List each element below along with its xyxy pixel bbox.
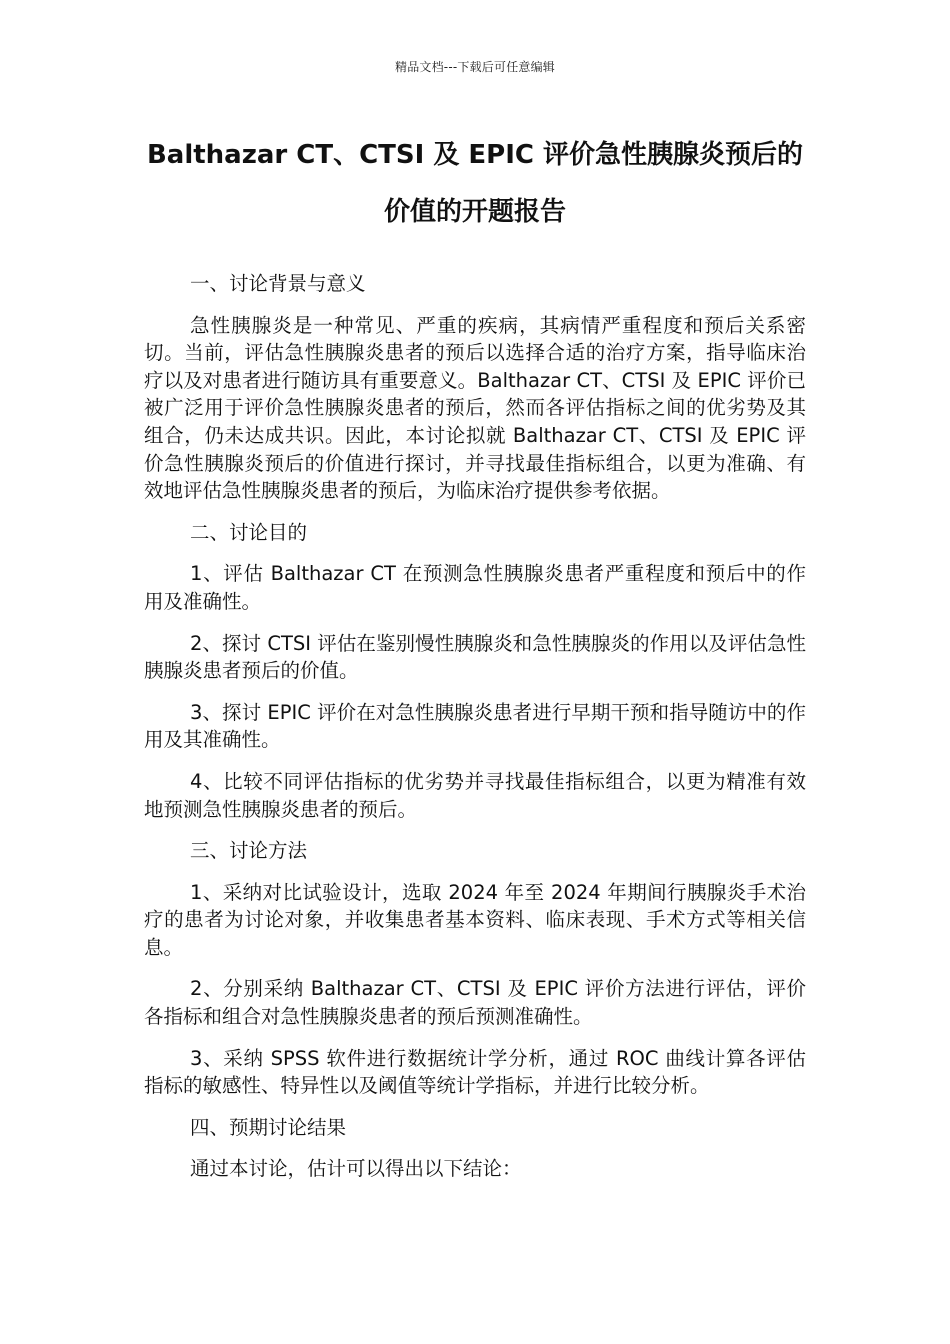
header-note: 精品文档---下载后可任意编辑 [395, 60, 555, 74]
objective-item: 3、探讨 EPIC 评价在对急性胰腺炎患者进行早期干预和指导随访中的作用及其准确性。 [144, 700, 806, 752]
method-item: 1、采纳对比试验设计，选取 2024 年至 2024 年期间行胰腺炎手术治疗的患者为讨论对象，并收集患者基本资料、临床表现、手术方式等相关信息。 [144, 880, 806, 959]
section-heading-objectives: 二、讨论目的 [190, 520, 308, 544]
objective-item: 2、探讨 CTSI 评估在鉴别慢性胰腺炎和急性胰腺炎的作用以及评估急性胰腺炎患者预后的价值。 [144, 631, 806, 683]
method-item: 3、采纳 SPSS 软件进行数据统计学分析，通过 ROC 曲线计算各评估指标的敏感性、特异性以及阈值等统计学指标，并进行比较分析。 [144, 1046, 806, 1098]
objective-item: 4、比较不同评估指标的优劣势并寻找最佳指标组合，以更为精准有效地预测急性胰腺炎患者的预后。 [144, 769, 806, 821]
section-heading-background: 一、讨论背景与意义 [190, 272, 366, 295]
section-heading-methods: 三、讨论方法 [190, 839, 308, 863]
expected-results-paragraph: 通过本讨论，估计可以得出以下结论： [190, 1157, 522, 1181]
document-title-line-1: Balthazar CT、CTSI 及 EPIC 评价急性胰腺炎预后的 [146, 140, 804, 170]
document-body [144, 270, 806, 1183]
method-item: 2、分别采纳 Balthazar CT、CTSI 及 EPIC 评价方法进行评估，评价各指标和组合对急性胰腺炎患者的预后预测准确性。 [144, 977, 806, 1029]
document-title-line-2: 价值的开题报告 [383, 197, 566, 227]
section-heading-expected-results: 四、预期讨论结果 [190, 1115, 347, 1139]
background-paragraph: 急性胰腺炎是一种常见、严重的疾病，其病情严重程度和预后关系密切。当前，评估急性胰腺炎患者的预后以选择合适的治疗方案，指导临床治疗以及对患者进行随访具有重要意义。Balthazar CT、CTSI 及 EPIC 评价已被广泛用于评价急性胰腺炎患者的预后，然而各评估指标之间的优劣势及其组合，仍未达成共识。因此，本讨论拟就 Balthazar CT、CTSI 及 EPIC 评价急性胰腺炎预后的价值进行探讨，并寻找最佳指标组合，以更为准确、有效地评估急性胰腺炎患者的预后，为临床治疗提供参考依据。 [144, 313, 806, 503]
objective-item: 1、评估 Balthazar CT 在预测急性胰腺炎患者严重程度和预后中的作用及准确性。 [144, 562, 806, 613]
